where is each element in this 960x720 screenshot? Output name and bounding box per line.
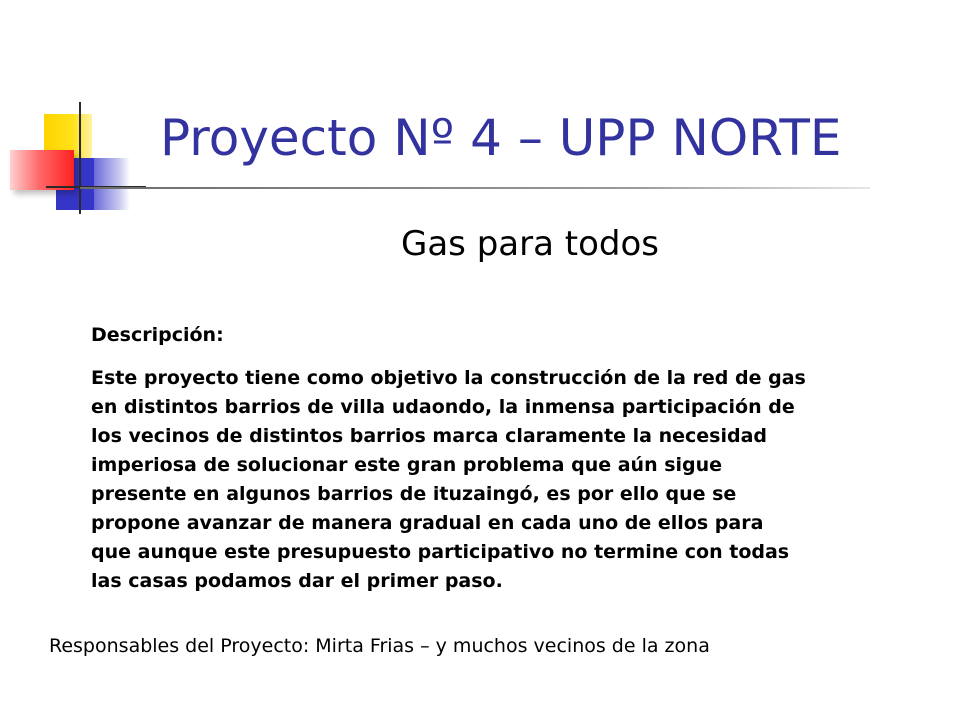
vertical-line <box>79 102 81 214</box>
description-label: Descripción: <box>91 324 224 346</box>
description-line: las casas podamos dar el primer paso. <box>91 570 503 592</box>
red-bar <box>10 150 74 190</box>
description-line: los vecinos de distintos barrios marca claramente la necesidad <box>91 425 768 447</box>
slide-title: Proyecto Nº 4 – UPP NORTE <box>160 109 842 167</box>
description-line: Este proyecto tiene como objetivo la construcción de la red de gas <box>91 367 806 389</box>
blue-fade-square <box>94 158 130 210</box>
responsables-line: Responsables del Proyecto: Mirta Frias – y muchos vecinos de la zona <box>49 635 710 657</box>
description-line: que aunque este presupuesto participativo no termine con todas <box>91 541 790 563</box>
description-line: propone avanzar de manera gradual en cada uno de ellos para <box>91 512 764 534</box>
description-line: presente en algunos barrios de ituzaingó, es por ello que se <box>91 483 737 505</box>
title-underline <box>80 187 870 189</box>
description-line: imperiosa de solucionar este gran problema que aún sigue <box>91 454 723 476</box>
description-body <box>91 364 891 596</box>
slide-subtitle: Gas para todos <box>401 224 659 264</box>
decorative-logo <box>10 98 130 213</box>
description-line: en distintos barrios de villa udaondo, la inmensa participación de <box>91 396 795 418</box>
